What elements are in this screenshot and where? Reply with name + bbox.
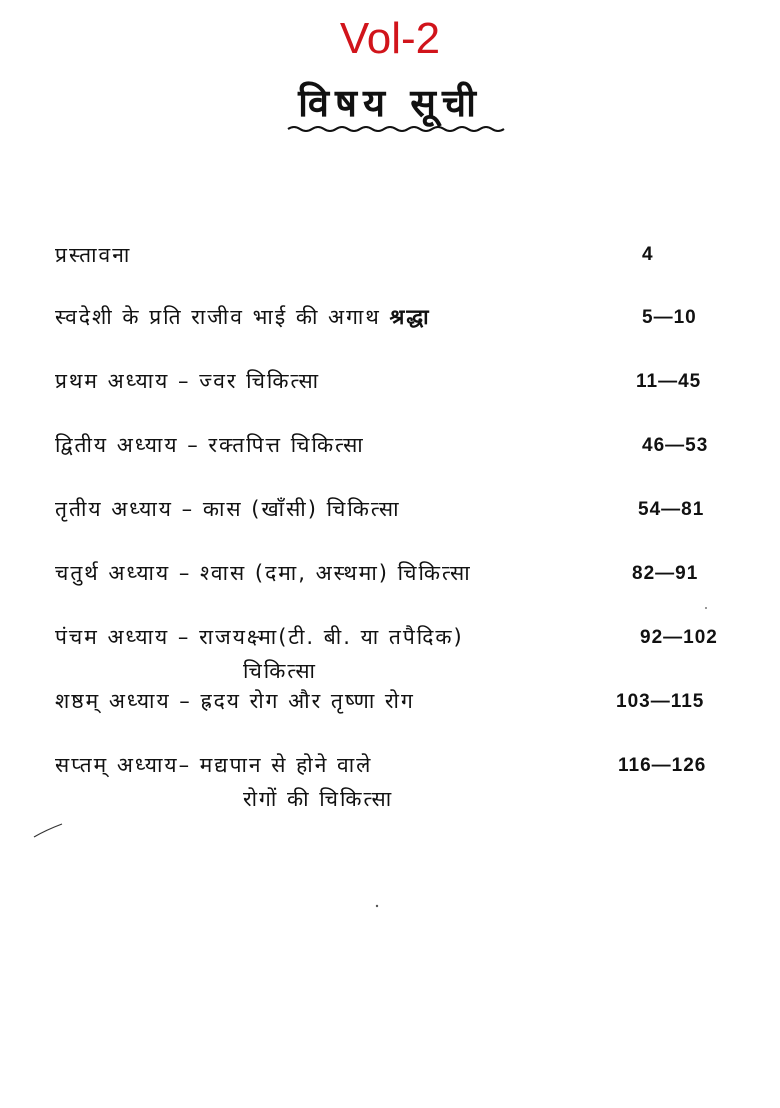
toc-entry-title[interactable] <box>55 620 615 688</box>
toc-entry-pages: 116—126 <box>618 755 707 776</box>
toc-entry-pages: 5—10 <box>642 307 697 328</box>
toc-entry-pages: 54—81 <box>638 499 705 520</box>
toc-entry-title[interactable] <box>55 300 615 334</box>
toc-entry-title-line2: रोगों की चिकित्सा <box>243 787 394 811</box>
toc-entry-title[interactable] <box>55 748 615 816</box>
page-title: विषय सूची <box>298 81 482 125</box>
toc-entry-title[interactable]: द्वितीय अध्याय – रक्तपित्त चिकित्सा <box>55 433 365 457</box>
volume-label: Vol-2 <box>339 14 441 63</box>
toc-entry-title[interactable]: चतुर्थ अध्याय – श्वास (दमा, अस्थमा) चिकित्सा <box>55 561 472 585</box>
toc-entry-pages: 4 <box>642 244 654 265</box>
toc-entry-title[interactable]: प्रथम अध्याय – ज्वर चिकित्सा <box>55 369 321 393</box>
toc-entry-pages: 82—91 <box>632 563 699 584</box>
toc-entry-title[interactable]: प्रस्तावना <box>55 243 132 267</box>
toc-entry-pages: 46—53 <box>642 435 709 456</box>
toc-entry-pages: 11—45 <box>636 371 702 392</box>
toc-entry-title-line1: सप्तम् अध्याय– मद्यपान से होने वाले <box>55 753 373 777</box>
toc-entry-title-text: स्वदेशी के प्रति राजीव भाई की अगाथ <box>55 305 390 329</box>
speck-mark <box>704 606 708 610</box>
toc-entry-title-bold: श्रद्धा <box>389 305 431 329</box>
toc-entry-title-line1: पंचम अध्याय – राजयक्ष्मा(टी. बी. या तपैदिक) <box>55 625 464 649</box>
toc-entry-title[interactable]: शष्ठम् अध्याय – ह्रदय रोग और तृष्णा रोग <box>55 689 415 713</box>
speck-mark <box>375 904 379 908</box>
toc-entry-pages: 92—102 <box>640 627 718 648</box>
toc-entry-title[interactable]: तृतीय अध्याय – कास (खाँसी) चिकित्सा <box>55 497 401 521</box>
pen-mark <box>32 822 64 840</box>
toc-entry-title-line2: चिकित्सा <box>243 659 317 683</box>
toc-entry-pages: 103—115 <box>616 691 705 712</box>
